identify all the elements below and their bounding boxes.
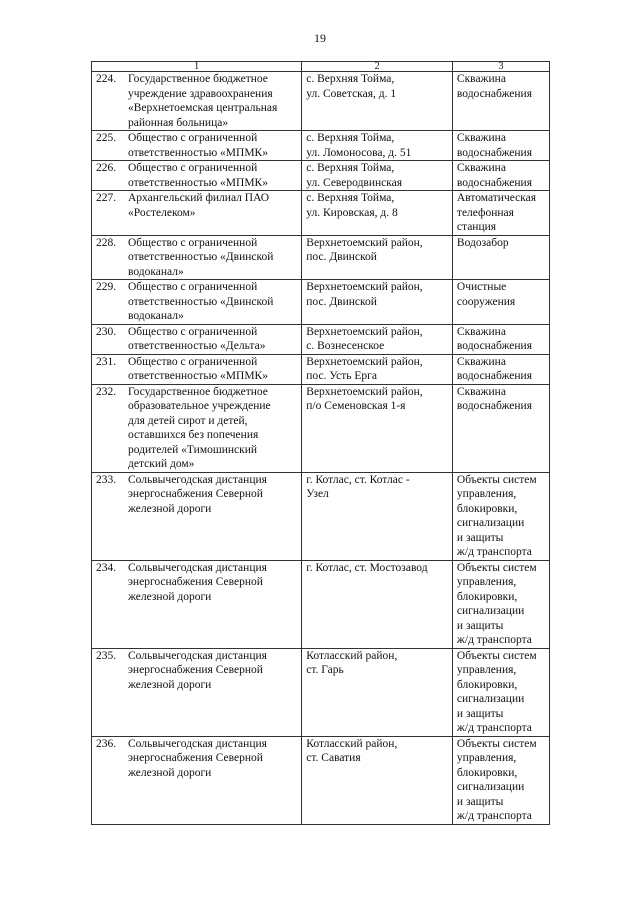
table-body bbox=[92, 72, 550, 825]
object-cell: Автоматическая телефонная станция bbox=[452, 191, 549, 236]
object-cell: Водозабор bbox=[452, 235, 549, 280]
organization-entry bbox=[96, 325, 301, 354]
row-number: 236. bbox=[96, 737, 117, 750]
organization-name: Государственное бюджетное образовательное учреждение для детей сирот и детей, оставшихся без попечения родителей «Тимошинский детский дом» bbox=[128, 385, 271, 470]
organization-cell bbox=[92, 324, 302, 354]
address-cell: с. Верхняя Тойма, ул. Кировская, д. 8 bbox=[302, 191, 453, 236]
row-number: 224. bbox=[96, 73, 117, 85]
address-cell: г. Котлас, ст. Котлас - Узел bbox=[302, 472, 453, 560]
table-row bbox=[92, 736, 550, 824]
organization-name: Государственное бюджетное учреждение здравоохранения «Верхнетоемская центральная районная больница» bbox=[128, 73, 278, 129]
object-cell: Скважина водоснабжения bbox=[452, 161, 549, 191]
organization-name: Сольвычегодская дистанция энергоснабжения Северной железной дороги bbox=[128, 737, 267, 779]
organization-cell bbox=[92, 354, 302, 384]
table-row bbox=[92, 648, 550, 736]
address-cell: с. Верхняя Тойма, ул. Советская, д. 1 bbox=[302, 72, 453, 131]
organization-name: Общество с ограниченной ответственностью «Двинской водоканал» bbox=[128, 281, 274, 322]
row-number: 226. bbox=[96, 162, 117, 174]
row-number: 227. bbox=[96, 192, 117, 204]
object-cell: Объекты систем управления, блокировки, сигнализации и защиты ж/д транспорта bbox=[452, 736, 549, 824]
organization-entry bbox=[96, 355, 301, 384]
row-number: 234. bbox=[96, 561, 117, 574]
page-number: 19 bbox=[314, 31, 326, 45]
organization-cell bbox=[92, 280, 302, 325]
organization-cell bbox=[92, 472, 302, 560]
organization-cell bbox=[92, 131, 302, 161]
organization-name: Сольвычегодская дистанция энергоснабжения Северной железной дороги bbox=[128, 649, 267, 691]
organization-entry bbox=[96, 737, 301, 781]
document-table bbox=[91, 61, 550, 825]
row-number: 228. bbox=[96, 236, 117, 249]
object-cell: Объекты систем управления, блокировки, сигнализации и защиты ж/д транспорта bbox=[452, 560, 549, 648]
address-cell: Верхнетоемский район, п/о Семеновская 1-я bbox=[302, 384, 453, 472]
object-cell: Объекты систем управления, блокировки, сигнализации и защиты ж/д транспорта bbox=[452, 648, 549, 736]
object-cell: Скважина водоснабжения bbox=[452, 131, 549, 161]
table-header-row bbox=[92, 62, 550, 72]
table-row bbox=[92, 472, 550, 560]
organization-name: Сольвычегодская дистанция энергоснабжения Северной железной дороги bbox=[128, 561, 267, 603]
table-row bbox=[92, 384, 550, 472]
table-row bbox=[92, 191, 550, 236]
column-header-3: 3 bbox=[452, 62, 549, 72]
address-cell: Котласский район, ст. Гарь bbox=[302, 648, 453, 736]
table-row bbox=[92, 161, 550, 191]
column-header-2: 2 bbox=[302, 62, 453, 72]
address-cell: Верхнетоемский район, пос. Двинской bbox=[302, 235, 453, 280]
column-header-1: 1 bbox=[92, 62, 302, 72]
row-number: 229. bbox=[96, 281, 117, 293]
organization-entry bbox=[96, 72, 301, 130]
table-row bbox=[92, 280, 550, 325]
organization-entry bbox=[96, 473, 301, 517]
organization-entry bbox=[96, 236, 301, 280]
row-number: 232. bbox=[96, 385, 117, 398]
table-row bbox=[92, 560, 550, 648]
table-row bbox=[92, 72, 550, 131]
object-cell: Скважина водоснабжения bbox=[452, 384, 549, 472]
object-cell: Скважина водоснабжения bbox=[452, 72, 549, 131]
organization-cell bbox=[92, 161, 302, 191]
organization-cell bbox=[92, 736, 302, 824]
object-cell: Скважина водоснабжения bbox=[452, 324, 549, 354]
organization-name: Сольвычегодская дистанция энергоснабжения Северной железной дороги bbox=[128, 473, 267, 515]
organization-cell bbox=[92, 648, 302, 736]
row-number: 231. bbox=[96, 355, 117, 368]
organization-cell bbox=[92, 235, 302, 280]
table-row bbox=[92, 324, 550, 354]
organization-entry bbox=[96, 161, 301, 190]
address-cell: г. Котлас, ст. Мостозавод bbox=[302, 560, 453, 648]
table-row bbox=[92, 131, 550, 161]
organization-name: Общество с ограниченной ответственностью «МПМК» bbox=[128, 132, 268, 159]
organization-name: Общество с ограниченной ответственностью «МПМК» bbox=[128, 162, 268, 189]
organization-entry bbox=[96, 191, 301, 220]
address-cell: Котласский район, ст. Саватия bbox=[302, 736, 453, 824]
address-cell: с. Верхняя Тойма, ул. Северодвинская bbox=[302, 161, 453, 191]
organization-name: Общество с ограниченной ответственностью «Двинской водоканал» bbox=[128, 236, 274, 278]
organization-entry bbox=[96, 385, 301, 472]
object-cell: Очистные сооружения bbox=[452, 280, 549, 325]
row-number: 225. bbox=[96, 132, 117, 144]
row-number: 235. bbox=[96, 649, 117, 662]
table-row bbox=[92, 235, 550, 280]
object-cell: Скважина водоснабжения bbox=[452, 354, 549, 384]
organization-name: Архангельский филиал ПАО «Ростелеком» bbox=[128, 192, 270, 219]
address-cell: Верхнетоемский район, пос. Двинской bbox=[302, 280, 453, 325]
organization-entry bbox=[96, 561, 301, 605]
object-cell: Объекты систем управления, блокировки, сигнализации и защиты ж/д транспорта bbox=[452, 472, 549, 560]
organization-cell bbox=[92, 72, 302, 131]
organization-cell bbox=[92, 560, 302, 648]
address-cell: Верхнетоемский район, пос. Усть Ерга bbox=[302, 354, 453, 384]
organization-cell bbox=[92, 384, 302, 472]
organization-entry bbox=[96, 131, 301, 160]
organization-name: Общество с ограниченной ответственностью «Дельта» bbox=[128, 325, 266, 352]
organization-name: Общество с ограниченной ответственностью «МПМК» bbox=[128, 355, 268, 382]
table-row bbox=[92, 354, 550, 384]
row-number: 233. bbox=[96, 473, 117, 486]
organization-entry bbox=[96, 649, 301, 693]
organization-cell bbox=[92, 191, 302, 236]
organization-entry bbox=[96, 280, 301, 324]
address-cell: с. Верхняя Тойма, ул. Ломоносова, д. 51 bbox=[302, 131, 453, 161]
address-cell: Верхнетоемский район, с. Вознесенское bbox=[302, 324, 453, 354]
row-number: 230. bbox=[96, 325, 117, 338]
